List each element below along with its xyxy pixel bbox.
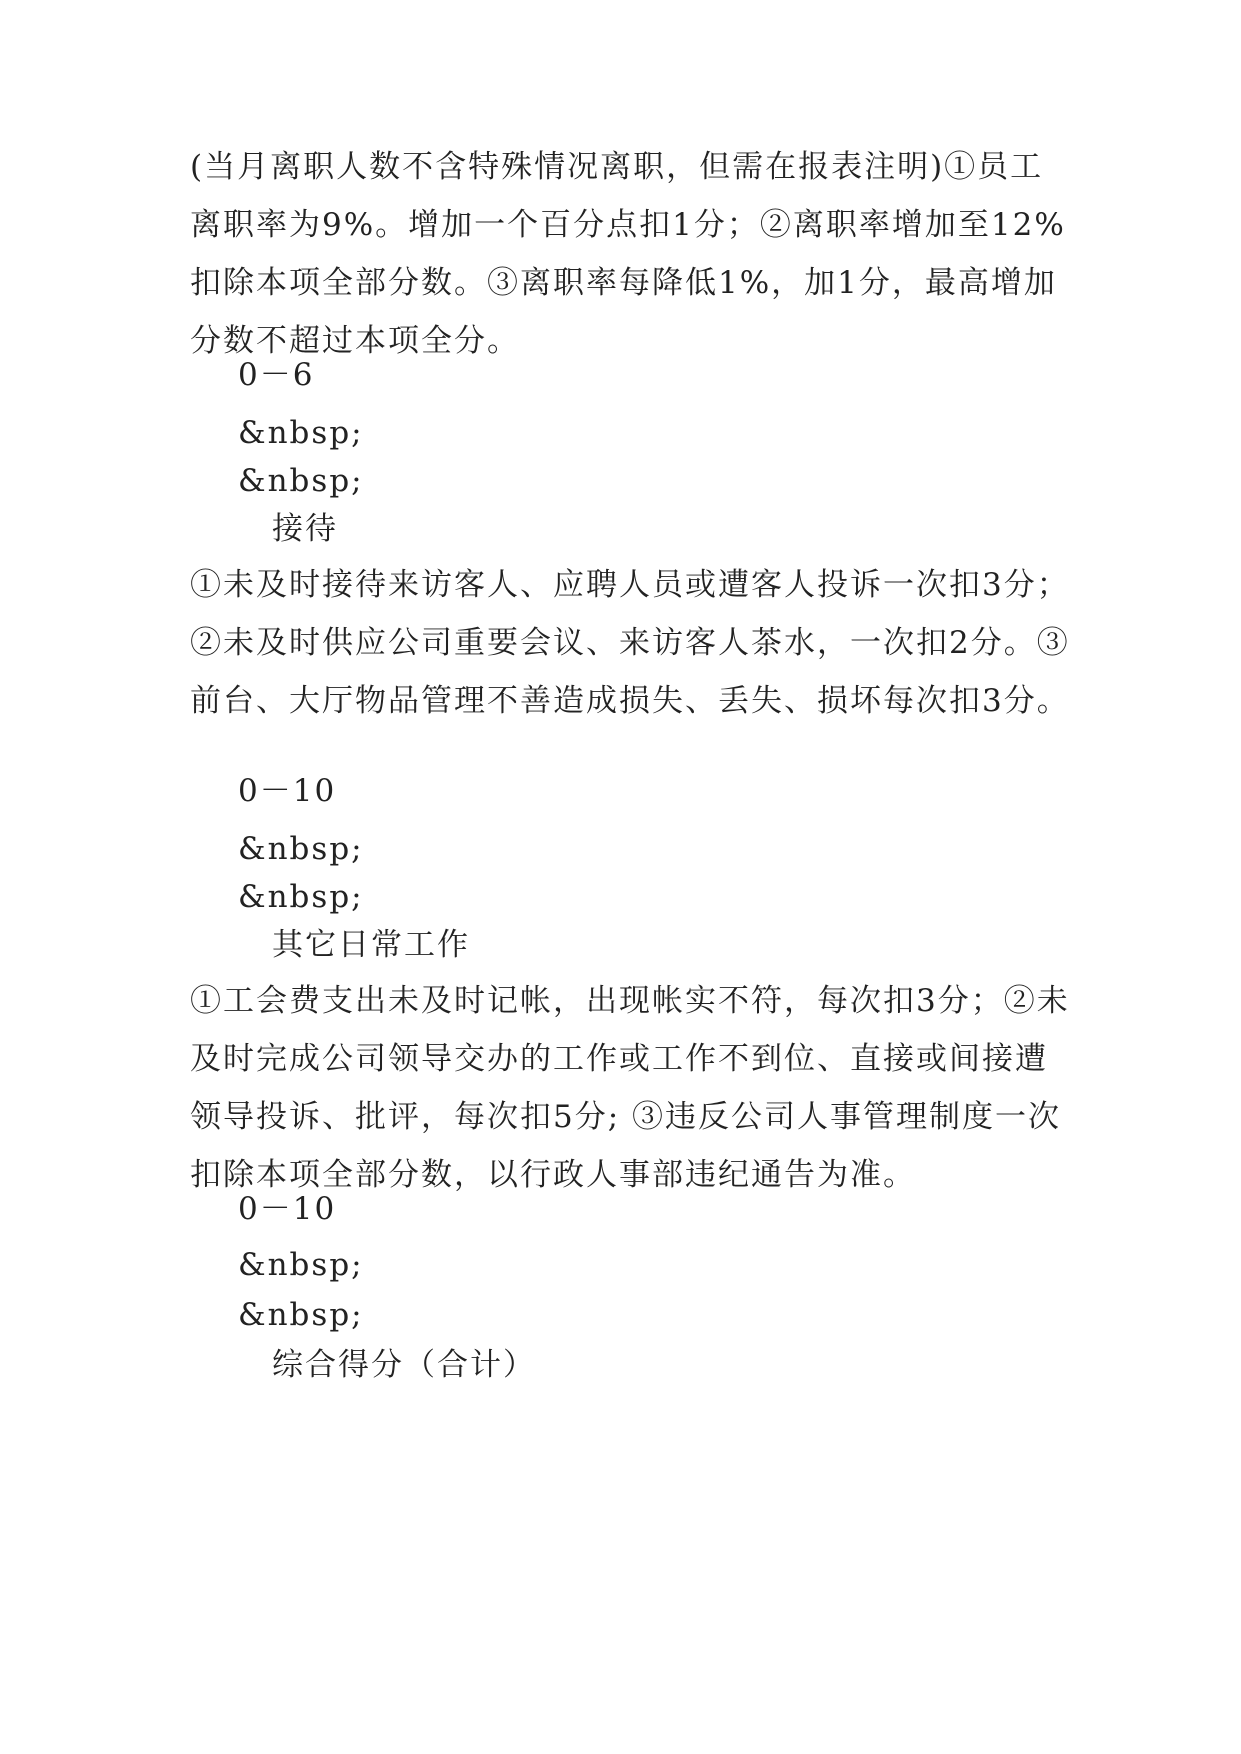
nbsp-text: &nbsp;: [238, 879, 364, 915]
score-range: 0－10: [238, 1191, 337, 1227]
nbsp-text: &nbsp;: [238, 415, 364, 451]
paragraph-reception: ①未及时接待来访客人、应聘人员或遭客人投诉一次扣3分；②未及时供应公司重要会议、来访客人茶水，一次扣2分。③前台、大厅物品管理不善造成损失、丢失、损坏每次扣3分。: [190, 567, 1070, 719]
nbsp-text: &nbsp;: [238, 831, 364, 867]
nbsp-text: &nbsp;: [238, 1297, 364, 1333]
section-heading-other-work: 其它日常工作: [272, 927, 470, 963]
score-range: 0－10: [238, 773, 337, 809]
nbsp-text: &nbsp;: [238, 1247, 364, 1283]
section-heading-total-score: 综合得分（合计）: [272, 1347, 536, 1383]
section-heading-reception: 接待: [272, 511, 338, 547]
paragraph-other-work: ①工会费支出未及时记帐，出现帐实不符，每次扣3分；②未及时完成公司领导交办的工作或工作不到位、直接或间接遭领导投诉、批评，每次扣5分; ③违反公司人事管理制度一次扣除本项全部分数，以行政人事部违纪通告为准。: [190, 983, 1070, 1193]
nbsp-text: &nbsp;: [238, 463, 364, 499]
paragraph-turnover-rate: (当月离职人数不含特殊情况离职，但需在报表注明)①员工离职率为9%。增加一个百分点扣1分；②离职率增加至12%扣除本项全部分数。③离职率每降低1%，加1分，最高增加分数不超过本项全分。: [190, 149, 1066, 359]
score-range: 0－6: [238, 357, 315, 393]
